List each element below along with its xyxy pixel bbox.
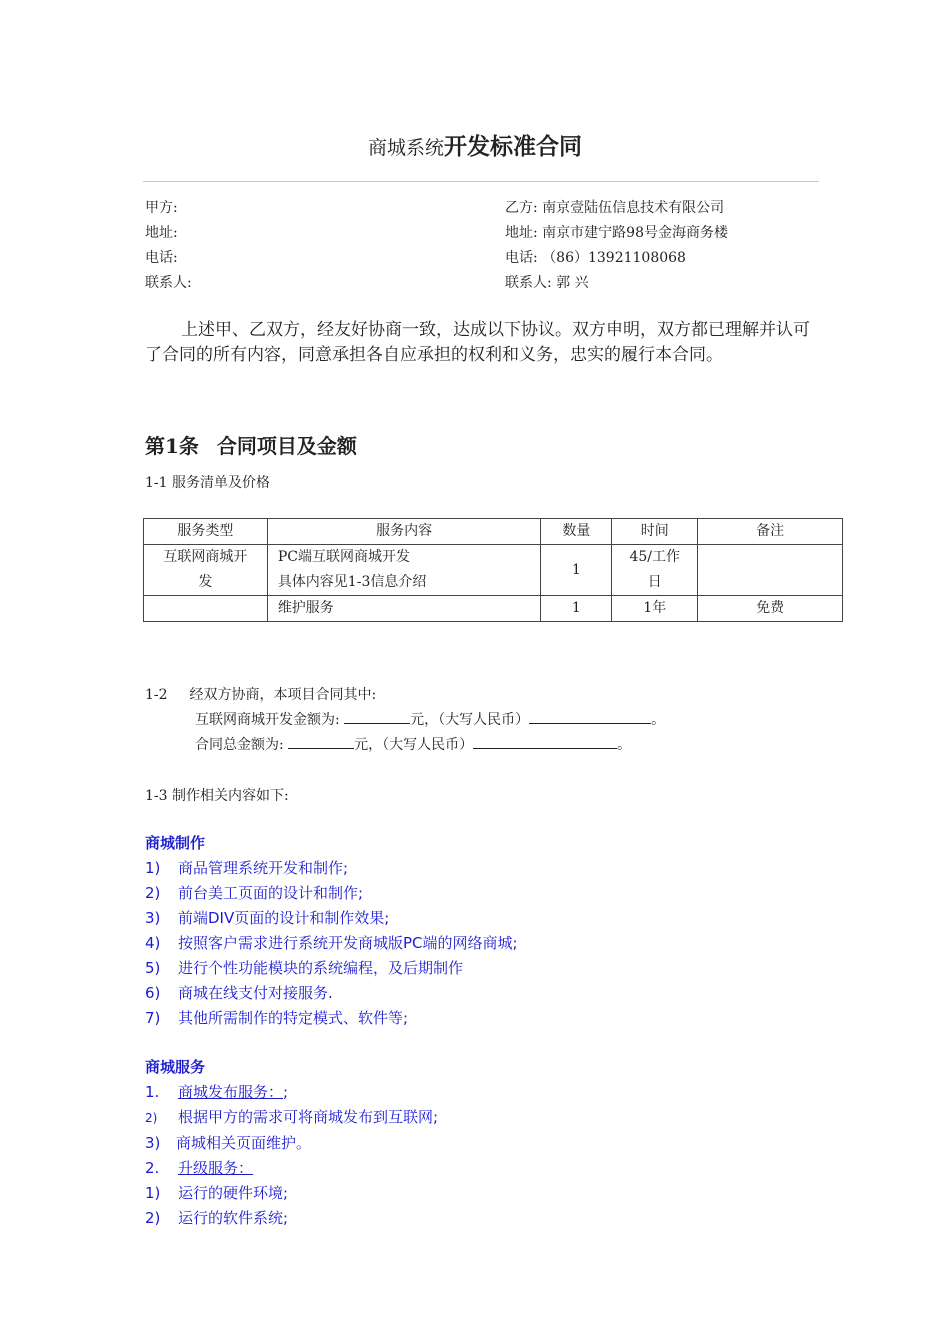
cell-content	[267, 545, 541, 596]
list-item: 3) 商城相关页面维护。	[145, 1134, 312, 1152]
cell-content-line2: 具体内容见1-3信息介绍	[277, 574, 427, 590]
party-b-name-label: 乙方:	[505, 200, 538, 216]
cell-type-line1: 互联网商城开	[163, 549, 248, 565]
table-header-row	[144, 519, 843, 545]
mall-service-section	[145, 1055, 438, 1231]
section-1-2-text: 经双方协商，本项目合同其中:	[189, 687, 377, 703]
list-item: 2) 根据甲方的需求可将商城发布到互联网;	[145, 1108, 439, 1126]
list-item: 7) 其他所需制作的特定模式、软件等;	[145, 1009, 409, 1027]
cell-note	[698, 545, 843, 596]
section-1-3-heading: 1-3 制作相关内容如下:	[145, 788, 289, 804]
party-b-phone-label: 电话:	[505, 250, 538, 266]
total-amount-mid: 元，（大写人民币）	[354, 737, 474, 753]
party-a-phone: 电话:	[145, 250, 178, 266]
list-item: 1. 商城发布服务：;	[145, 1083, 289, 1101]
mall-make-heading: 商城制作	[145, 834, 206, 852]
cell-time: 1年	[612, 596, 698, 622]
total-amount-end: 。	[617, 737, 632, 753]
party-a-block	[145, 196, 192, 296]
cell-content-line1: PC端互联网商城开发	[277, 549, 410, 565]
header-divider	[143, 181, 819, 182]
cell-time	[612, 545, 698, 596]
party-b-name-row	[505, 196, 728, 221]
section-1-1-heading: 1-1 服务清单及价格	[145, 475, 270, 491]
cell-type	[144, 545, 268, 596]
header-quantity: 数量	[541, 519, 612, 545]
dev-amount-line	[195, 709, 665, 729]
cell-qty: 1	[541, 545, 612, 596]
header-note: 备注	[698, 519, 843, 545]
section-1-2-label: 1-2	[145, 687, 168, 703]
table-row	[144, 596, 843, 622]
party-b-contact: 郭 兴	[556, 275, 589, 291]
total-amount-label: 合同总金额为:	[195, 737, 284, 753]
title-main: 开发标准合同	[444, 133, 582, 160]
dev-amount-words-field[interactable]	[529, 709, 651, 724]
intro-paragraph: 上述甲、乙双方，经友好协商一致，达成以下协议。双方申明，双方都已理解并认可了合同的所有内容，同意承担各自应承担的权利和义务，忠实的履行本合同。	[145, 320, 810, 365]
section-1-2	[145, 684, 376, 704]
article1-number: 第1条	[145, 434, 199, 458]
list-item: 2) 运行的软件系统;	[145, 1209, 289, 1227]
total-amount-line	[195, 734, 631, 754]
article1-title: 合同项目及金额	[216, 434, 357, 458]
party-b-address-row	[505, 221, 728, 246]
party-b-contact-label: 联系人:	[505, 275, 552, 291]
contract-title	[0, 128, 950, 161]
title-prefix: 商城系统	[367, 137, 444, 159]
cell-time-line1: 45/工作	[629, 549, 681, 565]
dev-amount-label: 互联网商城开发金额为:	[195, 712, 340, 728]
party-a-address: 地址:	[145, 225, 178, 241]
cell-type	[144, 596, 268, 622]
dev-amount-mid: 元，（大写人民币）	[410, 712, 530, 728]
list-item: 5) 进行个性功能模块的系统编程，及后期制作	[145, 959, 464, 977]
list-item: 6) 商城在线支付对接服务.	[145, 984, 333, 1002]
party-a-name: 甲方:	[145, 200, 178, 216]
header-service-content: 服务内容	[267, 519, 541, 545]
header-time: 时间	[612, 519, 698, 545]
party-b-name: 南京壹陆伍信息技术有限公司	[542, 200, 725, 216]
cell-type-line2: 发	[198, 574, 213, 590]
mall-service-heading: 商城服务	[145, 1058, 206, 1076]
party-b-contact-row	[505, 271, 728, 296]
party-b-address-label: 地址:	[505, 225, 538, 241]
list-item: 2. 升级服务：	[145, 1159, 254, 1177]
table-row	[144, 545, 843, 596]
cell-qty: 1	[541, 596, 612, 622]
article1-heading	[145, 430, 357, 459]
service-table	[143, 518, 843, 622]
cell-content: 维护服务	[267, 596, 541, 622]
list-item: 4) 按照客户需求进行系统开发商城版PC端的网络商城;	[145, 934, 518, 952]
mall-make-section	[145, 831, 518, 1031]
party-b-address: 南京市建宁路98号金海商务楼	[542, 225, 728, 241]
party-b-block	[505, 196, 728, 296]
party-a-contact: 联系人:	[145, 275, 192, 291]
cell-note: 免费	[698, 596, 843, 622]
list-item: 3) 前端DIV页面的设计和制作效果;	[145, 909, 390, 927]
list-item: 1) 运行的硬件环境;	[145, 1184, 289, 1202]
header-service-type: 服务类型	[144, 519, 268, 545]
party-b-phone-row	[505, 246, 728, 271]
cell-time-line2: 日	[647, 574, 662, 590]
total-amount-words-field[interactable]	[473, 734, 617, 749]
dev-amount-end: 。	[651, 712, 666, 728]
total-amount-field[interactable]	[288, 734, 354, 749]
list-item: 1) 商品管理系统开发和制作;	[145, 859, 349, 877]
party-b-phone: （86）13921108068	[542, 250, 686, 266]
dev-amount-field[interactable]	[344, 709, 410, 724]
list-item: 2) 前台美工页面的设计和制作;	[145, 884, 364, 902]
